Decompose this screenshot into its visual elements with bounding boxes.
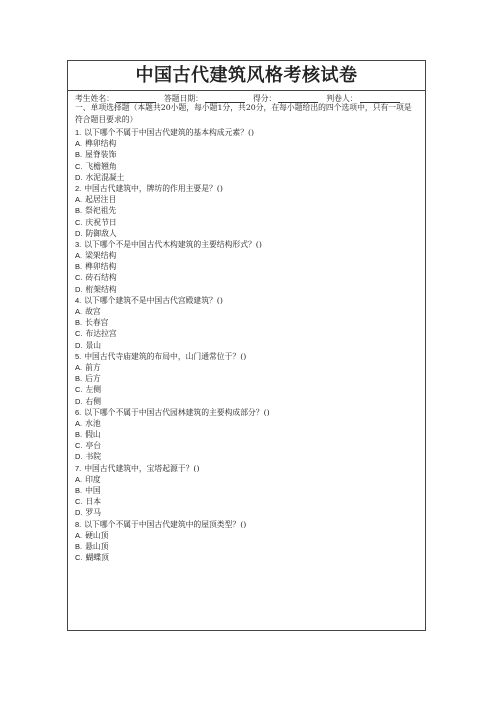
option-letter: B. [75,318,83,328]
option-text: 布达拉宫 [85,329,117,339]
option-2-a[interactable] [75,194,421,205]
option-5-b[interactable] [75,373,421,384]
option-letter: C. [75,441,83,451]
option-letter: B. [75,206,83,216]
option-letter: D. [75,172,83,182]
question-text: 中国古代建筑中，宝塔起源于？() [84,463,200,473]
option-letter: B. [75,541,83,551]
option-text: 飞檐翘角 [85,161,117,171]
option-2-d[interactable] [75,228,421,239]
option-4-a[interactable] [75,306,421,317]
question-text: 以下哪个不属于中国古代园林建筑的主要构成部分？() [84,407,270,417]
option-letter: D. [75,396,83,406]
option-1-d[interactable] [75,172,421,183]
option-letter: D. [75,340,83,350]
exam-title: 中国古代建筑风格考核试卷 [135,65,358,86]
option-letter: A. [75,474,83,484]
option-letter: A. [75,418,83,428]
option-text: 祭祀祖先 [85,206,117,216]
option-text: 桁架结构 [85,284,117,294]
option-letter: A. [75,362,83,372]
option-letter: D. [75,284,83,294]
option-letter: C. [75,329,83,339]
option-text: 屋脊装饰 [85,150,117,160]
question-2 [75,183,421,194]
exam-frame [67,60,426,631]
question-text: 以下哪个建筑不是中国古代宫殿建筑？() [84,295,223,305]
option-text: 水泥混凝土 [85,172,125,182]
option-text: 榫卯结构 [85,139,117,149]
question-text: 中国古代寺庙建筑的布局中，山门通常位于？() [84,351,247,361]
option-letter: A. [75,139,83,149]
option-text: 中国 [85,486,101,495]
option-text: 假山 [85,430,101,440]
option-7-c[interactable] [75,496,421,507]
question-number: 6. [75,407,82,417]
option-text: 故宫 [85,307,101,316]
date-label: 答题日期： [163,94,203,103]
name-label: 考生姓名： [75,94,114,103]
option-letter: D. [75,228,83,238]
question-number: 5. [75,351,82,361]
question-7 [75,463,421,474]
option-4-b[interactable] [75,317,421,328]
option-5-a[interactable] [75,362,421,373]
section-heading: 一、单项选择题（本题共20小题，每小题1分，共20分，在每小题给出的四个选项中，只有一项是符合题目要求的） [75,103,412,124]
option-7-a[interactable] [75,474,421,485]
option-letter: B. [75,150,83,160]
option-1-a[interactable] [75,138,421,149]
option-letter: D. [75,452,83,462]
question-text: 以下哪个不属于中国古代建筑中的屋顶类型？() [84,519,247,529]
question-list [75,127,421,563]
option-letter: C. [75,385,83,395]
option-text: 砖石结构 [85,273,117,283]
option-text: 梁架结构 [85,251,117,261]
question-5 [75,351,421,362]
option-5-c[interactable] [75,384,421,395]
option-3-a[interactable] [75,250,421,261]
option-3-b[interactable] [75,261,421,272]
option-text: 起居注目 [85,195,117,205]
option-letter: B. [75,374,83,384]
option-7-b[interactable] [75,485,421,496]
question-number: 7. [75,463,82,473]
option-3-d[interactable] [75,284,421,295]
option-letter: B. [75,262,83,272]
question-number: 2. [75,183,82,193]
option-letter: A. [75,195,83,205]
option-letter: C. [75,553,83,563]
option-text: 日本 [85,497,102,507]
question-number: 1. [75,128,82,137]
option-6-a[interactable] [75,418,421,429]
option-8-c[interactable] [75,552,421,563]
question-text: 中国古代建筑中，牌坊的作用主要是？() [84,183,223,193]
question-8 [75,519,421,530]
option-2-c[interactable] [75,217,421,228]
option-4-c[interactable] [75,328,421,339]
question-3 [75,239,421,250]
question-number: 8. [75,519,82,529]
grader-label: 判卷人： [326,94,358,103]
option-text: 书院 [85,452,102,462]
question-number: 3. [75,239,82,249]
question-4 [75,295,421,306]
option-text: 榫卯结构 [85,262,117,272]
question-text: 以下哪个不是中国古代木构建筑的主要结构形式？() [84,239,262,249]
option-5-d[interactable] [75,396,421,407]
option-letter: C. [75,161,83,171]
question-6 [75,407,421,418]
option-text: 景山 [85,340,102,350]
option-7-d[interactable] [75,507,421,518]
option-text: 硬山顶 [85,530,109,540]
option-letter: C. [75,497,83,507]
option-text: 左侧 [85,385,102,395]
option-text: 庆祝节日 [85,217,117,227]
question-1 [75,127,421,138]
option-letter: A. [75,251,83,261]
option-text: 防御敌人 [85,228,117,238]
option-letter: C. [75,273,83,283]
option-8-a[interactable] [75,530,421,541]
option-text: 印度 [85,474,101,484]
option-letter: A. [75,307,83,316]
option-3-c[interactable] [75,272,421,283]
option-2-b[interactable] [75,205,421,216]
option-text: 长春宫 [85,318,109,328]
option-8-b[interactable] [75,541,421,552]
question-number: 4. [75,295,82,305]
option-text: 罗马 [85,508,102,518]
question-text: 以下哪个不属于中国古代建筑的基本构成元素？() [84,128,255,137]
option-text: 水池 [85,418,101,428]
option-1-c[interactable] [75,161,421,172]
score-label: 得分： [252,94,277,103]
option-4-d[interactable] [75,340,421,351]
option-letter: B. [75,430,83,440]
option-text: 后方 [85,374,101,384]
option-text: 蝴蝶顶 [85,553,109,563]
option-6-b[interactable] [75,429,421,440]
option-text: 悬山顶 [85,541,109,551]
option-letter: A. [75,530,83,540]
option-6-d[interactable] [75,451,421,462]
option-6-c[interactable] [75,440,421,451]
option-1-b[interactable] [75,149,421,160]
option-text: 右侧 [85,396,102,406]
option-letter: B. [75,486,83,495]
option-text: 亭台 [85,441,102,451]
option-letter: C. [75,217,83,227]
option-letter: D. [75,508,83,518]
option-text: 前方 [85,362,101,372]
